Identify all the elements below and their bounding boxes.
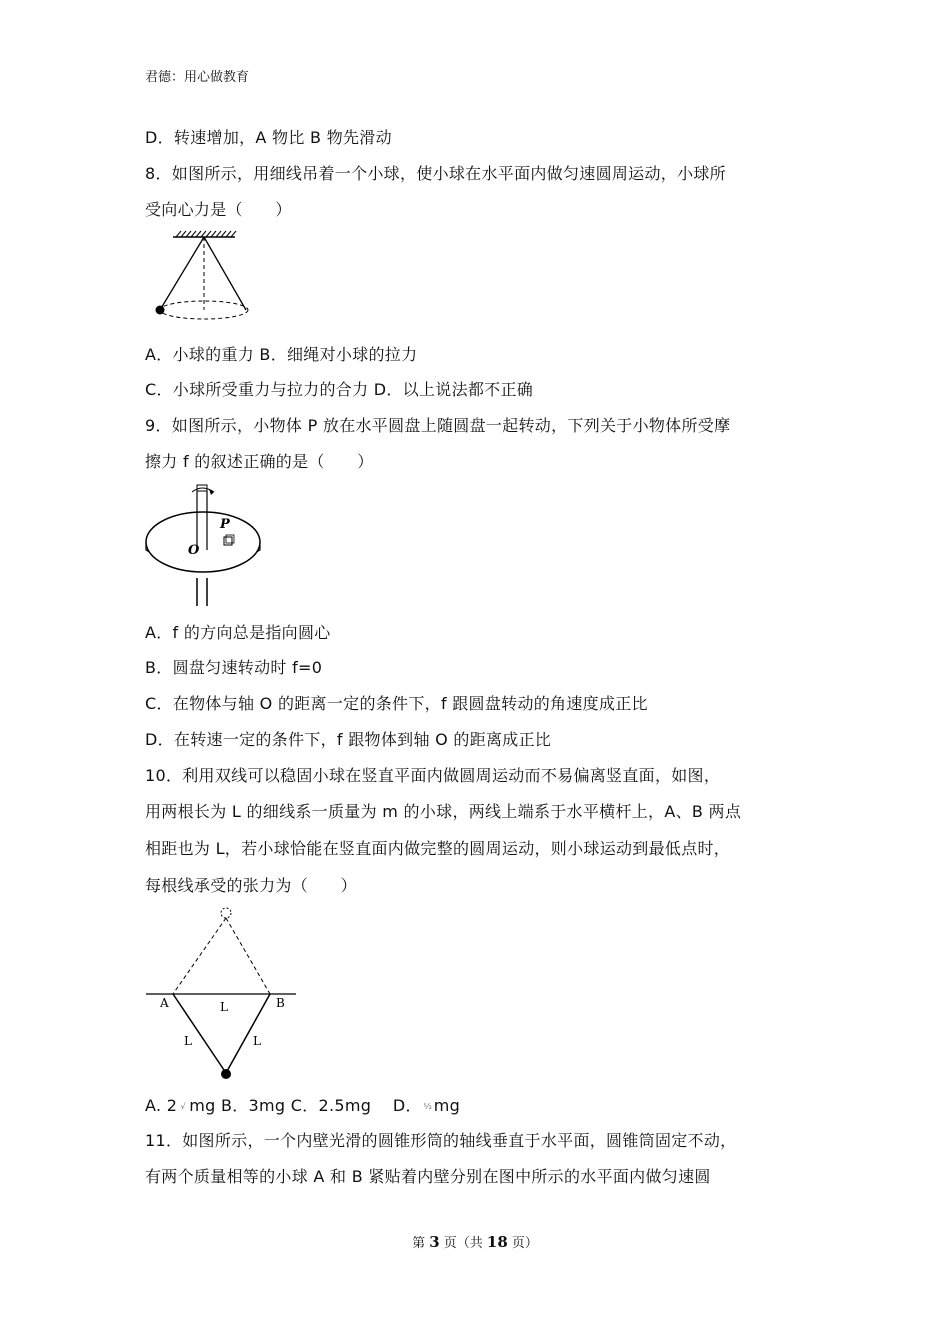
label-l-top: L — [220, 1000, 228, 1014]
q11-stem-line1: 11．如图所示，一个内壁光滑的圆锥形筒的轴线垂直于水平面，圆锥筒固定不动， — [145, 1131, 737, 1150]
label-b: B — [276, 996, 285, 1010]
label-l-right: L — [253, 1034, 261, 1048]
q10-stem-line4: 每根线承受的张力为（ ） — [145, 876, 357, 895]
label-p: P — [220, 517, 230, 532]
sqrt-placeholder: √ — [180, 1102, 186, 1111]
ball — [221, 1069, 231, 1079]
q11-stem-line2: 有两个质量相等的小球 A 和 B 紧贴着内壁分别在图中所示的水平面内做匀速圆 — [145, 1167, 711, 1186]
q9-stem-line2: 擦力 f 的叙述正确的是（ ） — [145, 452, 374, 471]
ball — [156, 306, 165, 315]
q9-option-b: B．圆盘匀速转动时 f=0 — [145, 658, 323, 677]
q9-option-a: A．f 的方向总是指向圆心 — [145, 623, 331, 642]
q9-option-d: D．在转速一定的条件下，f 跟物体到轴 O 的距离成正比 — [145, 730, 552, 749]
figure-double-string — [140, 903, 305, 1083]
q10-options: A. 2 √ mg B．3mg C．2.5mg D． ⁵⁄₂ mg — [145, 1096, 461, 1115]
figure-rotating-disk — [140, 480, 275, 610]
page-header: 君德：用心做教育 — [145, 70, 250, 85]
q8-options-ab: A．小球的重力 B．细绳对小球的拉力 — [145, 345, 418, 364]
label-l-left: L — [184, 1034, 192, 1048]
q10-stem-line2: 用两根长为 L 的细线系一质量为 m 的小球，两线上端系于水平横杆上，A、B 两点 — [145, 802, 742, 821]
fraction-placeholder: ⁵⁄₂ — [423, 1102, 433, 1111]
page-footer: 第 3 页（共 18 页） — [412, 1233, 538, 1251]
q10-stem-line3: 相距也为 L，若小球恰能在竖直面内做完整的圆周运动，则小球运动到最低点时， — [145, 839, 731, 858]
q8-options-cd: C．小球所受重力与拉力的合力 D．以上说法都不正确 — [145, 380, 534, 399]
q10-stem-line1: 10．利用双线可以稳固小球在竖直平面内做圆周运动而不易偏离竖直面，如图， — [145, 766, 721, 785]
q9-stem-line1: 9．如图所示，小物体 P 放在水平圆盘上随圆盘一起转动，下列关于小物体所受摩 — [145, 416, 731, 435]
q9-option-c: C．在物体与轴 O 的距离一定的条件下，f 跟圆盘转动的角速度成正比 — [145, 694, 648, 713]
object-p — [224, 537, 232, 545]
q7-option-d: D．转速增加，A 物比 B 物先滑动 — [145, 128, 392, 147]
q8-stem-line2: 受向心力是（ ） — [145, 200, 292, 219]
q8-stem-line1: 8．如图所示，用细线吊着一个小球，使小球在水平面内做匀速圆周运动，小球所 — [145, 164, 726, 183]
label-a: A — [160, 996, 169, 1010]
figure-conical-pendulum — [140, 230, 280, 330]
label-o: O — [188, 543, 200, 558]
